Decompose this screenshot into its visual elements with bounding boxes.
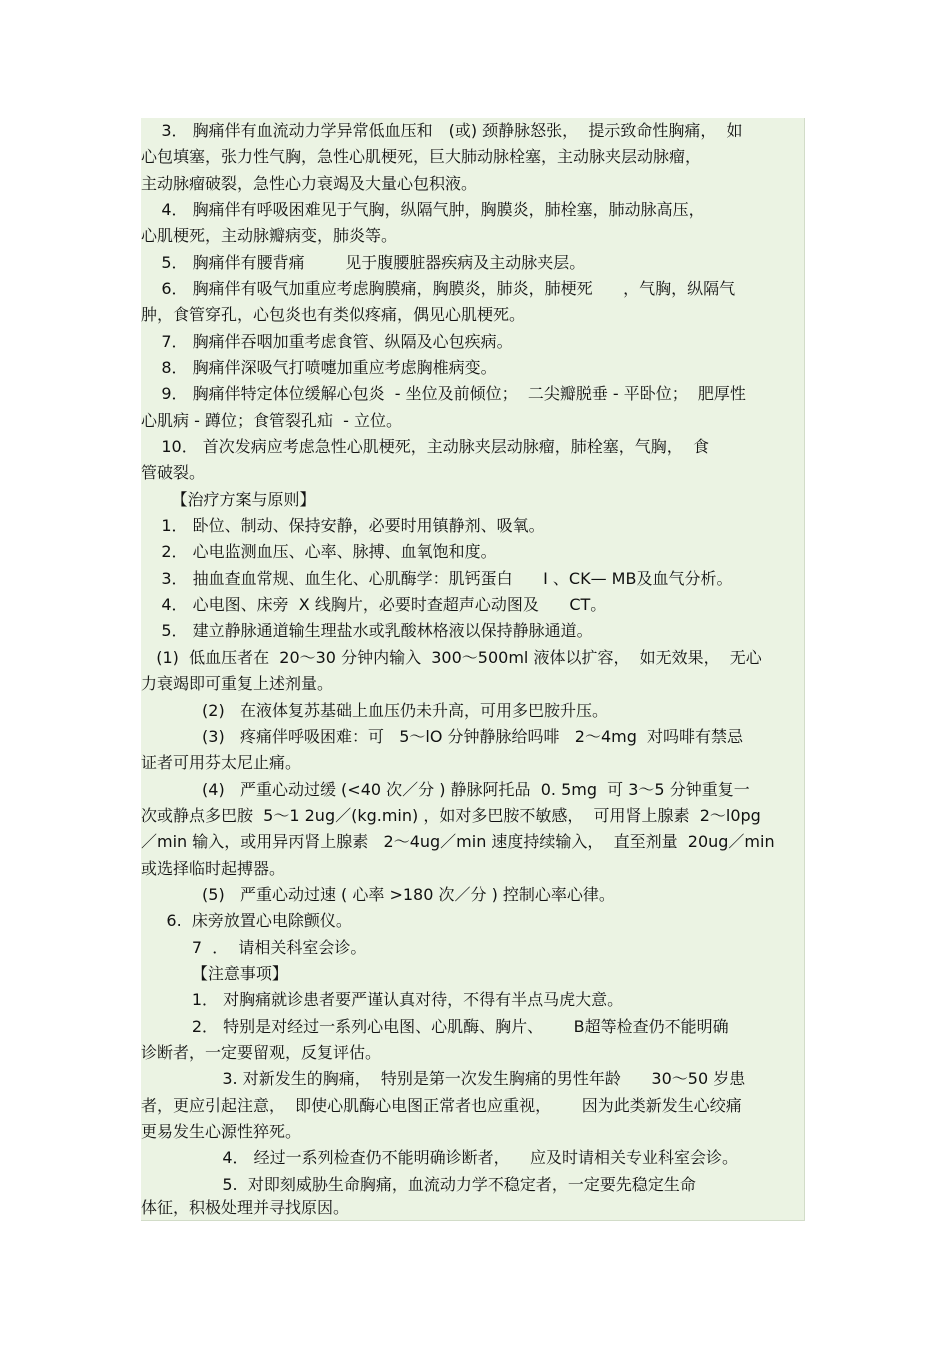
text-line: 心肌病 - 蹲位；食管裂孔疝 - 立位。 bbox=[141, 411, 402, 430]
text-line: 或选择临时起搏器。 bbox=[141, 859, 286, 878]
text-line: 诊断者，一定要留观，反复评估。 bbox=[141, 1043, 382, 1062]
text-line: 者，更应引起注意， 即使心肌酶心电图正常者也应重视， 因为此类新发生心绞痛 bbox=[141, 1096, 742, 1115]
text-line: 5． 建立静脉通道输生理盐水或乳酸林格液以保持静脉通道。 bbox=[141, 621, 593, 640]
text-line: 7． 胸痛伴吞咽加重考虑食管、纵隔及心包疾病。 bbox=[141, 332, 513, 351]
text-line: (2) 在液体复苏基础上血压仍未升高，可用多巴胺升压。 bbox=[141, 701, 608, 720]
text-line: 3. 对新发生的胸痛， 特别是第一次发生胸痛的男性年龄 30～50 岁患 bbox=[141, 1069, 746, 1088]
text-line: 6. 床旁放置心电除颤仪。 bbox=[141, 911, 352, 930]
text-line: 4． 经过一系列检查仍不能明确诊断者， 应及时请相关专业科室会诊。 bbox=[141, 1148, 738, 1167]
section-heading: 【治疗方案与原则】 bbox=[141, 490, 316, 509]
section-heading: 【注意事项】 bbox=[141, 964, 288, 983]
text-line: (3) 疼痛伴呼吸困难：可 5～lO 分钟静脉给吗啡 2～4mg 对吗啡有禁忌 bbox=[141, 727, 744, 746]
text-line: 肿，食管穿孔，心包炎也有类似疼痛，偶见心肌梗死。 bbox=[141, 305, 526, 324]
text-line: 证者可用芬太尼止痛。 bbox=[141, 753, 302, 772]
text-line: (1) 低血压者在 20～30 分钟内输入 300～500ml 液体以扩容， 如无效果， 无心 bbox=[141, 648, 762, 667]
text-line: 主动脉瘤破裂，急性心力衰竭及大量心包积液。 bbox=[141, 174, 478, 193]
text-line: 4． 胸痛伴有呼吸困难见于气胸，纵隔气肿，胸膜炎，肺栓塞，肺动脉高压， bbox=[141, 200, 705, 219]
text-line: 8． 胸痛伴深吸气打喷嚏加重应考虑胸椎病变。 bbox=[141, 358, 497, 377]
text-line: 2． 特别是对经过一系列心电图、心肌酶、胸片、 B超等检查仍不能明确 bbox=[141, 1017, 729, 1036]
text-line: 心肌梗死，主动脉瓣病变，肺炎等。 bbox=[141, 226, 398, 245]
text-line: 1． 对胸痛就诊患者要严谨认真对待，不得有半点马虎大意。 bbox=[141, 990, 624, 1009]
text-line: 6． 胸痛伴有吸气加重应考虑胸膜痛，胸膜炎，肺炎，肺梗死 ，气胸，纵隔气 bbox=[141, 279, 736, 298]
text-line: 2． 心电监测血压、心率、脉搏、血氧饱和度。 bbox=[141, 542, 497, 561]
text-line: 3． 胸痛伴有血流动力学异常低血压和 (或) 颈静脉怒张， 提示致命性胸痛， 如 bbox=[141, 121, 743, 140]
text-line: ／min 输入，或用异丙肾上腺素 2～4ug／min 速度持续输入， 直至剂量 20ug／min bbox=[141, 832, 775, 851]
text-line: 9． 胸痛伴特定体位缓解心包炎 - 坐位及前倾位； 二尖瓣脱垂 - 平卧位； 肥厚性 bbox=[141, 384, 746, 403]
text-line: 管破裂。 bbox=[141, 463, 206, 482]
text-line: (5) 严重心动过速 ( 心率 >180 次／分 ) 控制心率心律。 bbox=[141, 885, 615, 904]
text-line: 4． 心电图、床旁 X 线胸片，必要时查超声心动图及 CT。 bbox=[141, 595, 607, 614]
text-line: 更易发生心源性猝死。 bbox=[141, 1122, 302, 1141]
text-line: 力衰竭即可重复上述剂量。 bbox=[141, 674, 334, 693]
text-line: 体征，积极处理并寻找原因。 bbox=[141, 1198, 350, 1217]
text-line: 心包填塞，张力性气胸，急性心肌梗死，巨大肺动脉栓塞，主动脉夹层动脉瘤， bbox=[141, 147, 702, 166]
text-line: 3． 抽血查血常规、血生化、心肌酶学：肌钙蛋白 I 、CK— MB及血气分析。 bbox=[141, 569, 733, 588]
text-line: 7 ． 请相关科室会诊。 bbox=[141, 938, 367, 957]
text-line: 5． 胸痛伴有腰背痛 见于腹腰脏器疾病及主动脉夹层。 bbox=[141, 253, 586, 272]
text-line: 1． 卧位、制动、保持安静，必要时用镇静剂、吸氧。 bbox=[141, 516, 545, 535]
text-line: 次或静点多巴胺 5～1 2ug／(kg.min) ，如对多巴胺不敏感， 可用肾上腺素 2～l0pg bbox=[141, 806, 761, 825]
text-line: 5. 对即刻威胁生命胸痛，血流动力学不稳定者，一定要先稳定生命 bbox=[141, 1175, 696, 1194]
text-line: 10． 首次发病应考虑急性心肌梗死，主动脉夹层动脉瘤，肺栓塞，气胸， 食 bbox=[141, 437, 709, 456]
text-line: (4) 严重心动过缓 (<40 次／分 ) 静脉阿托品 0. 5mg 可 3～5 分钟重复一 bbox=[141, 780, 750, 799]
page-panel bbox=[141, 118, 805, 1221]
